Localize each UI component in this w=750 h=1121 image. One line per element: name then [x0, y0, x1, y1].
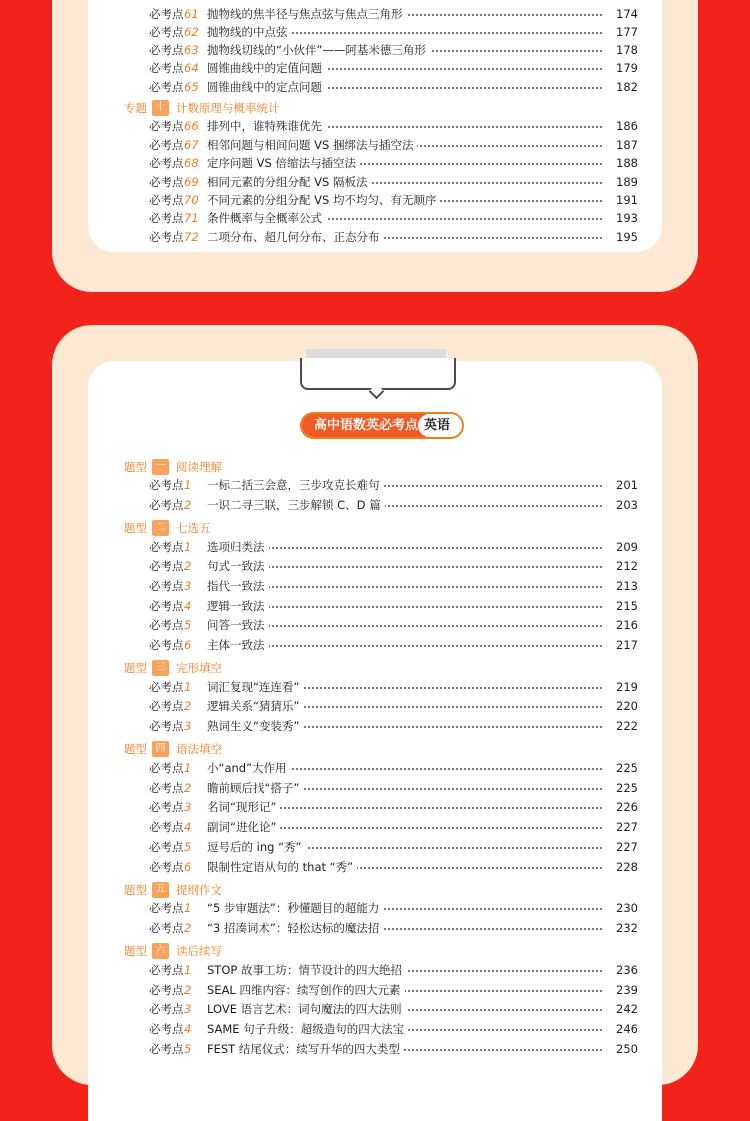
header-pill [302, 414, 462, 437]
entry-prefix: 必考点 [149, 498, 184, 512]
toc-entry[interactable] [88, 919, 662, 937]
entry-number: 2 [184, 983, 192, 997]
entry-number: 4 [184, 820, 192, 834]
entry-title: 圆锥曲线中的定值问题 [207, 59, 326, 77]
entry-prefix: 必考点 [149, 638, 184, 652]
entry-number: 5 [184, 840, 192, 854]
entry-prefix: 必考点 [149, 230, 184, 244]
entry-page-number: 215 [612, 597, 638, 615]
toc-entry[interactable] [88, 154, 662, 172]
toc-entry[interactable] [88, 476, 662, 494]
entry-page-number: 179 [612, 59, 638, 77]
entry-page-number: 177 [612, 23, 638, 41]
entry-title: 抛物线切线的“小伙伴”——阿基米德三角形 [207, 41, 430, 59]
section-heading[interactable] [88, 457, 662, 477]
entry-prefix: 必考点 [149, 559, 184, 573]
entry-title: 抛物线的焦半径与焦点弦与焦点三角形 [207, 5, 407, 23]
toc-entry[interactable] [88, 496, 662, 514]
section-title: 完形填空 [176, 661, 222, 675]
entry-prefix: 必考点 [149, 983, 184, 997]
bottom-card [52, 325, 698, 1085]
entry-page-number: 209 [612, 538, 638, 556]
entry-number: 65 [184, 80, 199, 94]
entry-prefix: 必考点 [149, 579, 184, 593]
entry-title: 相同元素的分组分配 VS 隔板法 [207, 173, 371, 191]
toc-entry[interactable] [88, 577, 662, 595]
toc-entry[interactable] [88, 678, 662, 696]
entry-page-number: 217 [612, 636, 638, 654]
entry-number: 1 [184, 680, 192, 694]
section-number-badge: 二 [152, 520, 169, 536]
entry-number: 3 [184, 800, 192, 814]
entry-prefix: 必考点 [149, 156, 184, 170]
entry-prefix: 必考点 [149, 193, 184, 207]
entry-number: 62 [184, 25, 199, 39]
toc-entry[interactable] [88, 717, 662, 735]
entry-title: 抛物线的中点弦 [207, 23, 292, 41]
entry-title: 限制性定语从句的 that “秀” [207, 858, 357, 876]
entry-title: 条件概率与全概率公式 [207, 209, 326, 227]
toc-entry[interactable] [88, 616, 662, 634]
entry-page-number: 232 [612, 919, 638, 937]
entry-page-number: 186 [612, 117, 638, 135]
entry-page-number: 189 [612, 173, 638, 191]
toc-entry[interactable] [88, 961, 662, 979]
toc-entry[interactable] [88, 557, 662, 575]
entry-number: 63 [184, 43, 199, 57]
entry-page-number: 227 [612, 818, 638, 836]
entry-title: 不同元素的分组分配 VS 均不均匀、有无顺序 [207, 191, 440, 209]
entry-page-number: 178 [612, 41, 638, 59]
entry-prefix: 必考点 [149, 211, 184, 225]
entry-title: 瞻前顾后找“搭子” [207, 779, 303, 797]
entry-title: 排列中，谁特殊谁优先 [207, 117, 326, 135]
section-label: 题型 [124, 661, 147, 675]
toc-entry[interactable] [88, 636, 662, 654]
section-number-badge: 四 [152, 741, 169, 757]
entry-number: 2 [184, 921, 192, 935]
entry-title: 指代一致法 [207, 577, 269, 595]
entry-prefix: 必考点 [149, 860, 184, 874]
entry-prefix: 必考点 [149, 800, 184, 814]
entry-number: 2 [184, 498, 192, 512]
dot-leader [213, 606, 602, 608]
entry-number: 69 [184, 175, 199, 189]
entry-title: 副词“进化论” [207, 818, 280, 836]
entry-number: 3 [184, 719, 192, 733]
entry-prefix: 必考点 [149, 901, 184, 915]
entry-title: 句式一致法 [207, 557, 269, 575]
toc-entry[interactable] [88, 191, 662, 209]
section-number-badge: 十 [152, 100, 169, 116]
entry-number: 2 [184, 699, 192, 713]
section-label: 题型 [124, 883, 147, 897]
entry-number: 1 [184, 478, 192, 492]
entry-prefix: 必考点 [149, 781, 184, 795]
entry-prefix: 必考点 [149, 25, 184, 39]
entry-prefix: 必考点 [149, 540, 184, 554]
entry-page-number: 246 [612, 1020, 638, 1038]
entry-number: 67 [184, 138, 199, 152]
toc-entry[interactable] [88, 209, 662, 227]
entry-page-number: 227 [612, 838, 638, 856]
toc-entry[interactable] [88, 858, 662, 876]
entry-number: 5 [184, 1042, 192, 1056]
toc-entry[interactable] [88, 5, 662, 23]
toc-entry[interactable] [88, 981, 662, 999]
entry-number: 6 [184, 860, 192, 874]
entry-prefix: 必考点 [149, 1022, 184, 1036]
header-pill-subject: 英语 [418, 414, 462, 437]
section-title: 读后续写 [176, 944, 222, 958]
entry-prefix: 必考点 [149, 175, 184, 189]
toc-entry[interactable] [88, 838, 662, 856]
toc-entry[interactable] [88, 173, 662, 191]
entry-number: 1 [184, 761, 192, 775]
entry-prefix: 必考点 [149, 840, 184, 854]
entry-prefix: 必考点 [149, 921, 184, 935]
entry-number: 1 [184, 901, 192, 915]
toc-entry[interactable] [88, 818, 662, 836]
toc-entry[interactable] [88, 136, 662, 154]
toc-entry[interactable] [88, 779, 662, 797]
entry-number: 2 [184, 781, 192, 795]
entry-prefix: 必考点 [149, 43, 184, 57]
entry-number: 61 [184, 7, 199, 21]
entry-title: 相邻问题与相间问题 VS 捆绑法与插空法 [207, 136, 417, 154]
entry-title: 圆锥曲线中的定点问题 [207, 78, 326, 96]
toc-entry[interactable] [88, 538, 662, 556]
section-heading[interactable] [88, 739, 662, 759]
toc-entry[interactable] [88, 117, 662, 135]
section-label: 题型 [124, 944, 147, 958]
section-label: 题型 [124, 521, 147, 535]
entry-page-number: 242 [612, 1000, 638, 1018]
entry-prefix: 必考点 [149, 7, 184, 21]
entry-title: 选项归类法 [207, 538, 269, 556]
toc-entry[interactable] [88, 1020, 662, 1038]
entry-number: 5 [184, 618, 192, 632]
entry-prefix: 必考点 [149, 61, 184, 75]
section-heading[interactable] [88, 658, 662, 678]
entry-page-number: 230 [612, 899, 638, 917]
section-title: 计数原理与概率统计 [176, 101, 280, 115]
entry-page-number: 216 [612, 616, 638, 634]
entry-page-number: 226 [612, 798, 638, 816]
entry-page-number: 193 [612, 209, 638, 227]
entry-prefix: 必考点 [149, 138, 184, 152]
top-card [52, 0, 698, 292]
entry-page-number: 228 [612, 858, 638, 876]
entry-prefix: 必考点 [149, 618, 184, 632]
toc-entry[interactable] [88, 59, 662, 77]
entry-title: LOVE 语言艺术：词句魔法的四大法则 [207, 1000, 406, 1018]
bottom-card-content [88, 361, 662, 1121]
entry-prefix: 必考点 [149, 1002, 184, 1016]
section-title: 七选五 [176, 521, 211, 535]
section-heading[interactable] [88, 941, 662, 961]
entry-title: FEST 结尾仪式：续写升华的四大类型 [207, 1040, 404, 1058]
entry-prefix: 必考点 [149, 478, 184, 492]
entry-title: “3 招凑词术”：轻松达标的魔法招 [207, 919, 383, 937]
entry-prefix: 必考点 [149, 820, 184, 834]
entry-page-number: 222 [612, 717, 638, 735]
entry-title: STOP 故事工坊：情节设计的四大绝招 [207, 961, 406, 979]
entry-title: SEAL 四维内容：续写创作的四大元素 [207, 981, 405, 999]
section-number-badge: 六 [152, 943, 169, 959]
entry-number: 3 [184, 1002, 192, 1016]
entry-number: 1 [184, 963, 192, 977]
section-heading[interactable] [88, 880, 662, 900]
entry-title: 定序问题 VS 倍缩法与插空法 [207, 154, 360, 172]
entry-title: 主体一致法 [207, 636, 269, 654]
entry-number: 4 [184, 1022, 192, 1036]
dot-leader [213, 547, 602, 549]
entry-title: 词汇复现“连连看” [207, 678, 303, 696]
dot-leader [213, 645, 602, 647]
entry-page-number: 191 [612, 191, 638, 209]
section-number-badge: 五 [152, 882, 169, 898]
toc-entry[interactable] [88, 41, 662, 59]
toc-entry[interactable] [88, 899, 662, 917]
entry-prefix: 必考点 [149, 599, 184, 613]
section-label: 题型 [124, 460, 147, 474]
entry-number: 2 [184, 559, 192, 573]
section-number-badge: 三 [152, 660, 169, 676]
entry-prefix: 必考点 [149, 1042, 184, 1056]
toc-entry[interactable] [88, 78, 662, 96]
toc-entry[interactable] [88, 759, 662, 777]
entry-page-number: 250 [612, 1040, 638, 1058]
entry-number: 66 [184, 119, 199, 133]
entry-title: 问答一致法 [207, 616, 269, 634]
entry-page-number: 212 [612, 557, 638, 575]
entry-prefix: 必考点 [149, 80, 184, 94]
entry-title: 一标二括三会意，三步攻克长难句 [207, 476, 384, 494]
toc-entry[interactable] [88, 23, 662, 41]
toc-entry[interactable] [88, 228, 662, 246]
section-title: 提纲作文 [176, 883, 222, 897]
header-pill-title: 高中语数英必考点 [302, 414, 426, 437]
toc-entry[interactable] [88, 697, 662, 715]
entry-title: “5 步审题法”：秒懂题目的超能力 [207, 899, 383, 917]
entry-title: 二项分布、超几何分布、正态分布 [207, 228, 384, 246]
dot-leader [213, 566, 602, 568]
entry-number: 71 [184, 211, 199, 225]
entry-number: 68 [184, 156, 199, 170]
entry-number: 1 [184, 540, 192, 554]
entry-page-number: 201 [612, 476, 638, 494]
entry-page-number: 203 [612, 496, 638, 514]
entry-page-number: 195 [612, 228, 638, 246]
entry-number: 3 [184, 579, 192, 593]
entry-page-number: 225 [612, 779, 638, 797]
toc-entry[interactable] [88, 597, 662, 615]
toc-entry[interactable] [88, 1040, 662, 1058]
toc-entry[interactable] [88, 1000, 662, 1018]
entry-page-number: 219 [612, 678, 638, 696]
entry-prefix: 必考点 [149, 761, 184, 775]
entry-title: SAME 句子升级：超级造句的四大法宝 [207, 1020, 408, 1038]
entry-number: 64 [184, 61, 199, 75]
entry-prefix: 必考点 [149, 699, 184, 713]
entry-number: 4 [184, 599, 192, 613]
entry-page-number: 236 [612, 961, 638, 979]
entry-number: 6 [184, 638, 192, 652]
section-title: 语法填空 [176, 742, 222, 756]
dot-leader [213, 586, 602, 588]
entry-title: 逗号后的 ing “秀” [207, 838, 306, 856]
entry-page-number: 213 [612, 577, 638, 595]
section-label: 专题 [124, 101, 147, 115]
entry-page-number: 220 [612, 697, 638, 715]
entry-page-number: 239 [612, 981, 638, 999]
entry-page-number: 187 [612, 136, 638, 154]
entry-prefix: 必考点 [149, 963, 184, 977]
entry-page-number: 225 [612, 759, 638, 777]
entry-page-number: 182 [612, 78, 638, 96]
top-card-content [88, 0, 662, 252]
entry-title: 名词“现形记” [207, 798, 280, 816]
entry-prefix: 必考点 [149, 680, 184, 694]
entry-title: 逻辑一致法 [207, 597, 269, 615]
entry-title: 一识二寻三联，三步解锁 C、D 篇 [207, 496, 385, 514]
section-number-badge: 一 [152, 459, 169, 475]
toc-entry[interactable] [88, 798, 662, 816]
entry-number: 72 [184, 230, 199, 244]
dot-leader [213, 625, 602, 627]
entry-title: 小“and”大作用 [207, 759, 291, 777]
section-label: 题型 [124, 742, 147, 756]
entry-page-number: 188 [612, 154, 638, 172]
entry-title: 熟词生义“变装秀” [207, 717, 303, 735]
entry-page-number: 174 [612, 5, 638, 23]
section-title: 阅读理解 [176, 460, 222, 474]
section-heading[interactable] [88, 98, 662, 118]
section-heading[interactable] [88, 518, 662, 538]
entry-title: 逻辑关系“猜猜乐” [207, 697, 303, 715]
entry-number: 70 [184, 193, 199, 207]
entry-prefix: 必考点 [149, 719, 184, 733]
entry-prefix: 必考点 [149, 119, 184, 133]
